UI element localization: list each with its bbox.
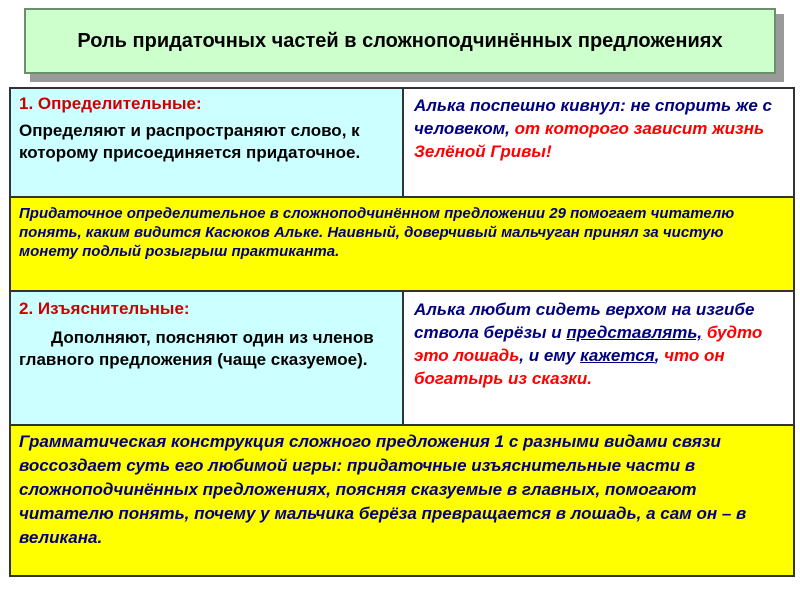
example-underlined-predicate: представлять, [566, 323, 703, 342]
analysis-text: Придаточное определительное в сложноподчинённом предложении 29 помогает читателю понять, каким видится Касюков Альке. Наивный, доверчивый мальчуган принял за чистую монету подлый розыгрыш практиканта. [19, 205, 735, 260]
example-subordinate-clause: что он богатырь из сказки. [414, 346, 725, 388]
table-row [10, 88, 794, 197]
analysis-cell-definitive [10, 197, 794, 291]
example-cell-explanatory [403, 291, 794, 425]
category-title: 1. Определительные: [19, 94, 202, 113]
example-subordinate-clause: будто это лошадь [414, 323, 763, 365]
example-main-clause: Алька поспешно кивнул: не спорить же с человеком, [414, 96, 772, 138]
page-title [24, 8, 776, 74]
example-fragment: , [654, 346, 665, 365]
content-table [9, 87, 795, 577]
table-row [10, 291, 794, 425]
table-row [10, 197, 794, 291]
category-cell-definitive [10, 88, 403, 197]
example-text [414, 298, 785, 390]
example-fragment: , и ему [519, 346, 581, 365]
category-title: 2. Изъяснительные: [19, 299, 190, 318]
category-description-text: Дополняют, поясняют один из членов главного предложения (чаще сказуемое). [19, 328, 374, 369]
example-text [414, 94, 785, 163]
example-subordinate-clause: от которого зависит жизнь Зелёной Гривы! [414, 119, 765, 161]
category-description: Определяют и распространяют слово, к которому присоединяется придаточное. [19, 121, 361, 162]
page-title-text: Роль придаточных частей в сложноподчинённых предложениях [77, 30, 723, 52]
example-fragment: Алька любит сидеть верхом на изгибе ствола берёзы и [414, 300, 755, 342]
analysis-cell-explanatory [10, 425, 794, 576]
analysis-text: Грамматическая конструкция сложного предложения 1 с разными видами связи воссоздает суть его любимой игры: придаточные изъяснительные части в сложноподчинённых предложениях, поясняя сказуемые в главных, помогают читателю понять, почему у мальчика берёза превращается в лошадь, а сам он – в великана. [19, 432, 747, 547]
example-cell-definitive [403, 88, 794, 197]
table-row [10, 425, 794, 576]
example-underlined-predicate: кажется [580, 346, 655, 365]
category-description [19, 327, 394, 371]
category-cell-explanatory [10, 291, 403, 425]
